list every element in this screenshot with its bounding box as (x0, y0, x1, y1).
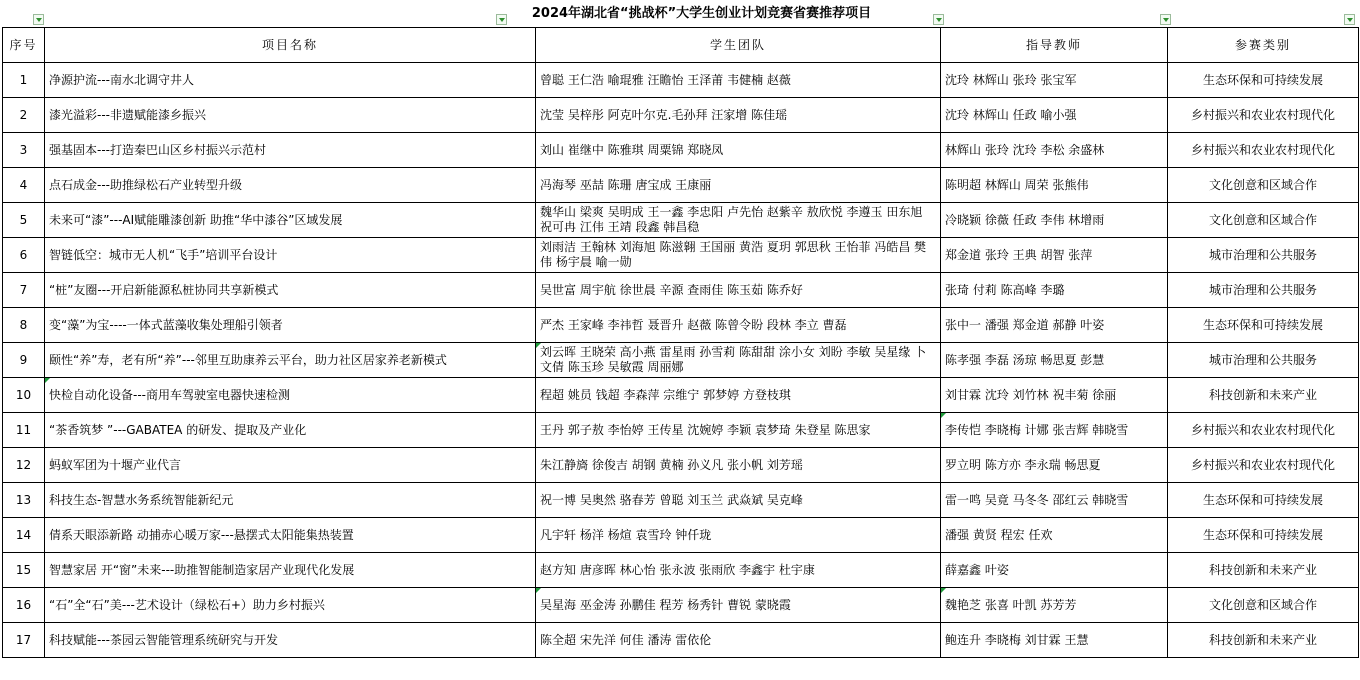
header-category[interactable]: 参赛类别 (1168, 28, 1359, 63)
filter-dropdown-icon[interactable] (496, 14, 507, 25)
table-row (3, 168, 1359, 203)
cell-project-name[interactable]: 点石成金---助推绿松石产业转型升级 (45, 168, 536, 203)
cell-project-name[interactable]: 漆光溢彩---非遗赋能漆乡振兴 (45, 98, 536, 133)
cell-advisor[interactable]: 林辉山 张玲 沈玲 李松 余盛林 (941, 133, 1168, 168)
cell-project-name[interactable]: 科技赋能---茶园云智能管理系统研究与开发 (45, 623, 536, 658)
table-row (3, 203, 1359, 238)
cell-project-name[interactable]: 倩系天眼添新路 动捕赤心暖万家---悬摆式太阳能集热装置 (45, 518, 536, 553)
table-row (3, 308, 1359, 343)
recommended-projects-table (2, 0, 1359, 658)
cell-student-team[interactable]: 严杰 王家峰 李祎哲 聂晋升 赵薇 陈曾令盼 段林 李立 曹磊 (536, 308, 941, 343)
cell-no[interactable]: 4 (3, 168, 45, 203)
cell-no[interactable]: 16 (3, 588, 45, 623)
cell-no[interactable]: 13 (3, 483, 45, 518)
table-row (3, 98, 1359, 133)
table-row (3, 448, 1359, 483)
cell-student-team[interactable]: 程超 姚员 钱超 李森萍 宗维宁 郭梦婷 方登枝琪 (536, 378, 941, 413)
cell-advisor[interactable]: 陈明超 林辉山 周荣 张熊伟 (941, 168, 1168, 203)
cell-category[interactable]: 文化创意和区域合作 (1168, 203, 1359, 238)
cell-project-name[interactable]: 颐性“养”寿，老有所“养”---邻里互助康养云平台，助力社区居家养老新模式 (45, 343, 536, 378)
table-row (3, 378, 1359, 413)
table-row (3, 238, 1359, 273)
cell-no[interactable]: 1 (3, 63, 45, 98)
cell-student-team[interactable]: 刘雨洁 王翰林 刘海旭 陈滋翱 王国丽 黄浩 夏玥 郭思秋 王怡菲 冯皓昌 樊伟 杨宇晨 喻一勋 (536, 238, 941, 273)
cell-student-team[interactable]: 王丹 郭子敖 李怡婷 王传星 沈婉婷 李颖 袁梦琦 朱登星 陈思家 (536, 413, 941, 448)
cell-student-team[interactable]: 刘山 崔继中 陈雅琪 周粟锦 郑晓凤 (536, 133, 941, 168)
cell-advisor[interactable]: 郑金道 张玲 王典 胡智 张萍 (941, 238, 1168, 273)
cell-category[interactable]: 城市治理和公共服务 (1168, 343, 1359, 378)
cell-category[interactable]: 乡村振兴和农业农村现代化 (1168, 448, 1359, 483)
header-team[interactable]: 学生团队 (536, 28, 941, 63)
cell-project-name[interactable]: “茶香筑梦 ”---GABATEA 的研发、提取及产业化 (45, 413, 536, 448)
cell-category[interactable]: 生态环保和可持续发展 (1168, 518, 1359, 553)
cell-category[interactable]: 生态环保和可持续发展 (1168, 483, 1359, 518)
cell-no[interactable]: 14 (3, 518, 45, 553)
cell-advisor[interactable]: 雷一鸣 吴竟 马冬冬 邵红云 韩晓雪 (941, 483, 1168, 518)
cell-project-name[interactable]: 净源护流---南水北调守井人 (45, 63, 536, 98)
table-row (3, 63, 1359, 98)
cell-advisor[interactable]: 魏艳芝 张喜 叶凯 苏芳芳 (941, 588, 1168, 623)
cell-advisor[interactable]: 张中一 潘强 郑金道 郝静 叶姿 (941, 308, 1168, 343)
cell-no[interactable]: 9 (3, 343, 45, 378)
cell-no[interactable]: 5 (3, 203, 45, 238)
header-project[interactable]: 项目名称 (45, 28, 536, 63)
cell-advisor[interactable]: 刘甘霖 沈玲 刘竹林 祝丰菊 徐丽 (941, 378, 1168, 413)
cell-student-team[interactable]: 曾聪 王仁浩 喻琨雅 汪瞻怡 王泽莆 韦健楠 赵薇 (536, 63, 941, 98)
table-row (3, 273, 1359, 308)
cell-project-name[interactable]: 快检自动化设备---商用车驾驶室电器快速检测 (45, 378, 536, 413)
cell-student-team[interactable]: 陈全超 宋先洋 何佳 潘涛 雷依伦 (536, 623, 941, 658)
comment-marker-icon (941, 588, 946, 593)
cell-no[interactable]: 2 (3, 98, 45, 133)
cell-student-team[interactable]: 赵方知 唐彦晖 林心怡 张永波 张雨欣 李鑫宇 杜宇康 (536, 553, 941, 588)
cell-category[interactable]: 科技创新和未来产业 (1168, 378, 1359, 413)
cell-student-team[interactable]: 祝一博 吴奥然 骆春芳 曾聪 刘玉兰 武焱斌 吴克峰 (536, 483, 941, 518)
comment-marker-icon (941, 413, 946, 418)
cell-project-name[interactable]: 智慧家居 开“窗”未来---助推智能制造家居产业现代化发展 (45, 553, 536, 588)
sheet-title-text: 2024年湖北省“挑战杯”大学生创业计划竞赛省赛推荐项目 (531, 5, 872, 21)
cell-category[interactable]: 城市治理和公共服务 (1168, 273, 1359, 308)
cell-no[interactable]: 7 (3, 273, 45, 308)
cell-category[interactable]: 文化创意和区域合作 (1168, 168, 1359, 203)
filter-dropdown-icon[interactable] (1160, 14, 1171, 25)
table-row (3, 553, 1359, 588)
cell-student-team[interactable]: 刘云晖 王晓荣 高小燕 雷星雨 孙雪莉 陈甜甜 涂小女 刘盼 李敏 吴星缘 卜文倩 陈玉珍 吴敏霞 周丽娜 (536, 343, 941, 378)
table-row (3, 343, 1359, 378)
cell-advisor[interactable]: 张琦 付莉 陈高峰 李璐 (941, 273, 1168, 308)
cell-category[interactable]: 乡村振兴和农业农村现代化 (1168, 413, 1359, 448)
cell-project-name[interactable]: 未来可“漆”---AI赋能雕漆创新 助推“华中漆谷”区域发展 (45, 203, 536, 238)
cell-advisor[interactable]: 陈孝强 李磊 汤琼 畅思夏 彭慧 (941, 343, 1168, 378)
cell-student-team[interactable]: 吴星海 巫金涛 孙鹏佳 程芳 杨秀针 曹锐 蒙晓霞 (536, 588, 941, 623)
comment-marker-icon (45, 378, 50, 383)
cell-category[interactable]: 科技创新和未来产业 (1168, 553, 1359, 588)
header-advisor[interactable]: 指导教师 (941, 28, 1168, 63)
table-row (3, 483, 1359, 518)
cell-project-name[interactable]: 变“藻”为宝----一体式蓝藻收集处理船引领者 (45, 308, 536, 343)
filter-dropdown-icon[interactable] (33, 14, 44, 25)
cell-advisor[interactable]: 罗立明 陈方亦 李永瑞 畅思夏 (941, 448, 1168, 483)
comment-marker-icon (536, 588, 541, 593)
cell-category[interactable]: 乡村振兴和农业农村现代化 (1168, 98, 1359, 133)
cell-project-name[interactable]: “石”全“石”美---艺术设计（绿松石+）助力乡村振兴 (45, 588, 536, 623)
cell-no[interactable]: 12 (3, 448, 45, 483)
cell-no[interactable]: 15 (3, 553, 45, 588)
table-row (3, 518, 1359, 553)
comment-marker-icon (536, 343, 541, 348)
cell-student-team[interactable]: 吴世富 周宇航 徐世晨 辛源 查雨佳 陈玉茹 陈乔好 (536, 273, 941, 308)
cell-category[interactable]: 城市治理和公共服务 (1168, 238, 1359, 273)
cell-advisor[interactable]: 李传恺 李晓梅 计娜 张吉辉 韩晓雪 (941, 413, 1168, 448)
cell-project-name[interactable]: 智链低空：城市无人机“飞手”培训平台设计 (45, 238, 536, 273)
cell-project-name[interactable]: 蚂蚁军团为十堰产业代言 (45, 448, 536, 483)
cell-category[interactable]: 生态环保和可持续发展 (1168, 63, 1359, 98)
cell-project-name[interactable]: “桩”友圈---开启新能源私桩协同共享新模式 (45, 273, 536, 308)
cell-no[interactable]: 3 (3, 133, 45, 168)
table-row (3, 623, 1359, 658)
cell-student-team[interactable]: 沈莹 吴梓彤 阿克叶尔克.毛孙拜 汪家增 陈佳瑶 (536, 98, 941, 133)
cell-category[interactable]: 生态环保和可持续发展 (1168, 308, 1359, 343)
cell-advisor[interactable]: 鲍连升 李晓梅 刘甘霖 王慧 (941, 623, 1168, 658)
cell-project-name[interactable]: 强基固本---打造秦巴山区乡村振兴示范村 (45, 133, 536, 168)
cell-category[interactable]: 文化创意和区域合作 (1168, 588, 1359, 623)
header-no[interactable]: 序号 (3, 28, 45, 63)
filter-dropdown-icon[interactable] (933, 14, 944, 25)
cell-student-team[interactable]: 朱江静旖 徐俊吉 胡钢 黄楠 孙义凡 张小帆 刘芳瑶 (536, 448, 941, 483)
title-row (3, 0, 1359, 28)
cell-no[interactable]: 10 (3, 378, 45, 413)
cell-student-team[interactable]: 冯海琴 巫喆 陈珊 唐宝成 王康丽 (536, 168, 941, 203)
filter-dropdown-icon[interactable] (1344, 14, 1355, 25)
cell-student-team[interactable]: 凡宇轩 杨洋 杨煊 袁雪玲 钟仟珑 (536, 518, 941, 553)
sheet-title[interactable] (45, 0, 1359, 28)
header-row (3, 28, 1359, 63)
filter-cell (3, 0, 45, 28)
cell-advisor[interactable]: 沈玲 林辉山 任政 喻小强 (941, 98, 1168, 133)
cell-advisor[interactable]: 沈玲 林辉山 张玲 张宝军 (941, 63, 1168, 98)
cell-advisor[interactable]: 冷晓颖 徐薇 任政 李伟 林增雨 (941, 203, 1168, 238)
cell-advisor[interactable]: 潘强 黄贤 程宏 任欢 (941, 518, 1168, 553)
cell-no[interactable]: 6 (3, 238, 45, 273)
cell-advisor[interactable]: 薛嘉鑫 叶姿 (941, 553, 1168, 588)
cell-no[interactable]: 8 (3, 308, 45, 343)
cell-category[interactable]: 乡村振兴和农业农村现代化 (1168, 133, 1359, 168)
cell-student-team[interactable]: 魏华山 梁爽 吴明成 王一鑫 李忠阳 卢先怡 赵紫辛 敖欣悦 李遵玉 田东旭 祝可冉 江伟 王靖 段鑫 韩昌稳 (536, 203, 941, 238)
cell-no[interactable]: 11 (3, 413, 45, 448)
cell-no[interactable]: 17 (3, 623, 45, 658)
cell-project-name[interactable]: 科技生态-智慧水务系统智能新纪元 (45, 483, 536, 518)
cell-category[interactable]: 科技创新和未来产业 (1168, 623, 1359, 658)
table-row (3, 588, 1359, 623)
table-row (3, 413, 1359, 448)
table-row (3, 133, 1359, 168)
